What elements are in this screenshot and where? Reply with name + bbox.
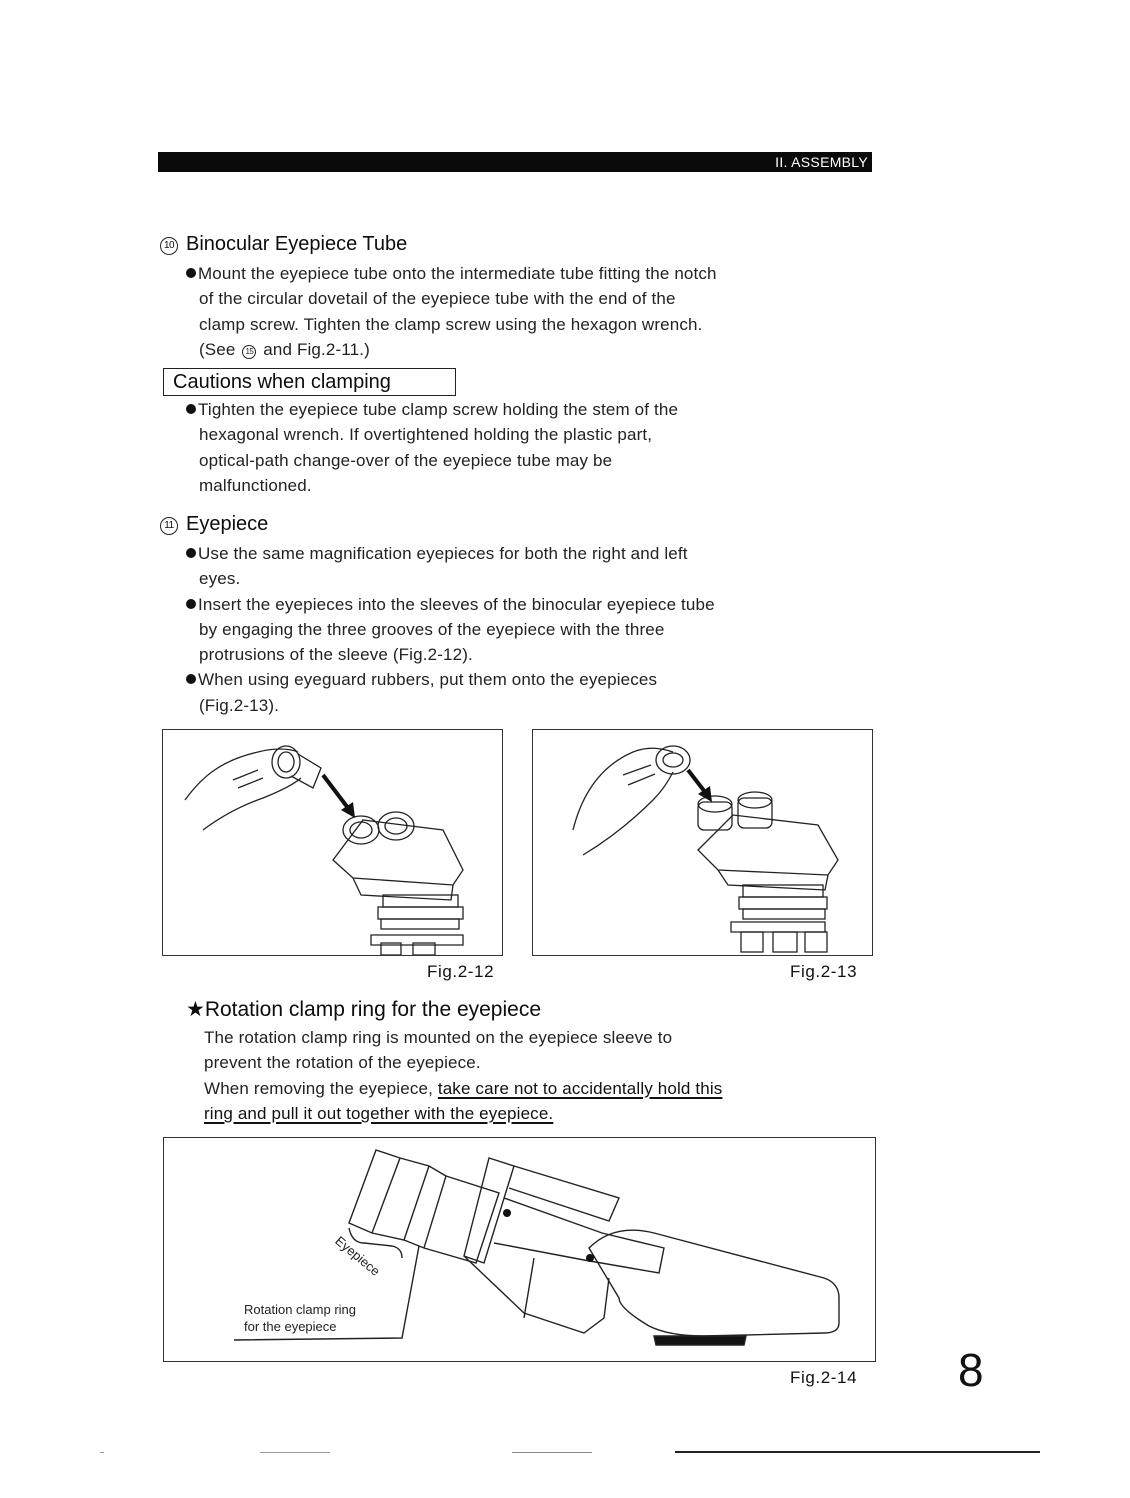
section-title: Binocular Eyepiece Tube (186, 233, 408, 255)
bullet-icon (186, 548, 196, 558)
section-title: Eyepiece (186, 513, 269, 535)
footer-rule (512, 1452, 592, 1453)
figure-2-14-caption: Fig.2-14 (790, 1368, 858, 1387)
section-heading-binocular-tube (160, 232, 407, 256)
note-heading-rotation-clamp-ring: ★Rotation clamp ring for the eyepiece (186, 998, 542, 1021)
section-label: II. ASSEMBLY (775, 154, 868, 170)
footer-rule (675, 1451, 1040, 1453)
figure-2-12-caption: Fig.2-12 (427, 962, 495, 981)
emphasis-warning: take care not to accidentally hold this (437, 1078, 723, 1098)
bullet-icon (186, 674, 196, 684)
figure-2-13-illustration (532, 729, 873, 956)
rotation-clamp-ring-text: The rotation clamp ring is mounted on the eyepiece sleeve to prevent the rotation of the eyepiece. When removing the eyepiece, take care not to accidentally hold this ring and pull it out together with the eyepiece. (204, 1028, 723, 1123)
bullet-icon (186, 268, 196, 278)
rotation-clamp-ring-callout-label: Rotation clamp ring for the eyepiece (244, 1302, 356, 1334)
page-number: 8 (958, 1344, 984, 1396)
eyepiece-callout-label: Eyepiece (332, 1233, 383, 1279)
section-heading-eyepiece (160, 512, 268, 536)
caution-heading-box: Cautions when clamping (163, 368, 456, 396)
circled-number-10: 10 (160, 237, 178, 255)
bullet-icon (186, 404, 196, 414)
footer-rule (260, 1452, 330, 1453)
emphasis-warning-cont: ring and pull it out together with the eyepiece. (204, 1103, 554, 1123)
footer-rule (100, 1452, 104, 1453)
star-icon: ★ (186, 998, 205, 1021)
hand-attaching-eyeguard-drawing (533, 730, 872, 955)
figure-2-12-illustration (162, 729, 503, 956)
circled-number-15: 15 (242, 345, 256, 359)
hand-inserting-eyepiece-drawing (163, 730, 502, 955)
circled-number-11: 11 (160, 517, 178, 535)
eyepiece-instructions: Use the same magnification eyepieces for both the right and left eyes. Insert the eyepieces into the sleeves of the binocular eyepiece tube by engaging the three grooves of the eyepiece with the three protrusions of the sleeve (Fig.2-12). When using eyeguard rubbers, put them onto the eyepieces (Fig.2-13). (186, 541, 715, 718)
section-header-bar (158, 152, 872, 172)
binocular-tube-instructions: Mount the eyepiece tube onto the intermediate tube fitting the notch of the circular dovetail of the eyepiece tube with the end of the clamp screw. Tighten the clamp screw using the hexagon wrench. (See 15 and Fig.2-11.) (186, 261, 717, 362)
bullet-icon (186, 599, 196, 609)
caution-text: Tighten the eyepiece tube clamp screw holding the stem of the hexagonal wrench. If overtightened holding the plastic part, optical-path change-over of the eyepiece tube may be malfunctioned. (186, 397, 678, 498)
figure-2-14-illustration (163, 1137, 876, 1362)
figure-2-13-caption: Fig.2-13 (790, 962, 858, 981)
